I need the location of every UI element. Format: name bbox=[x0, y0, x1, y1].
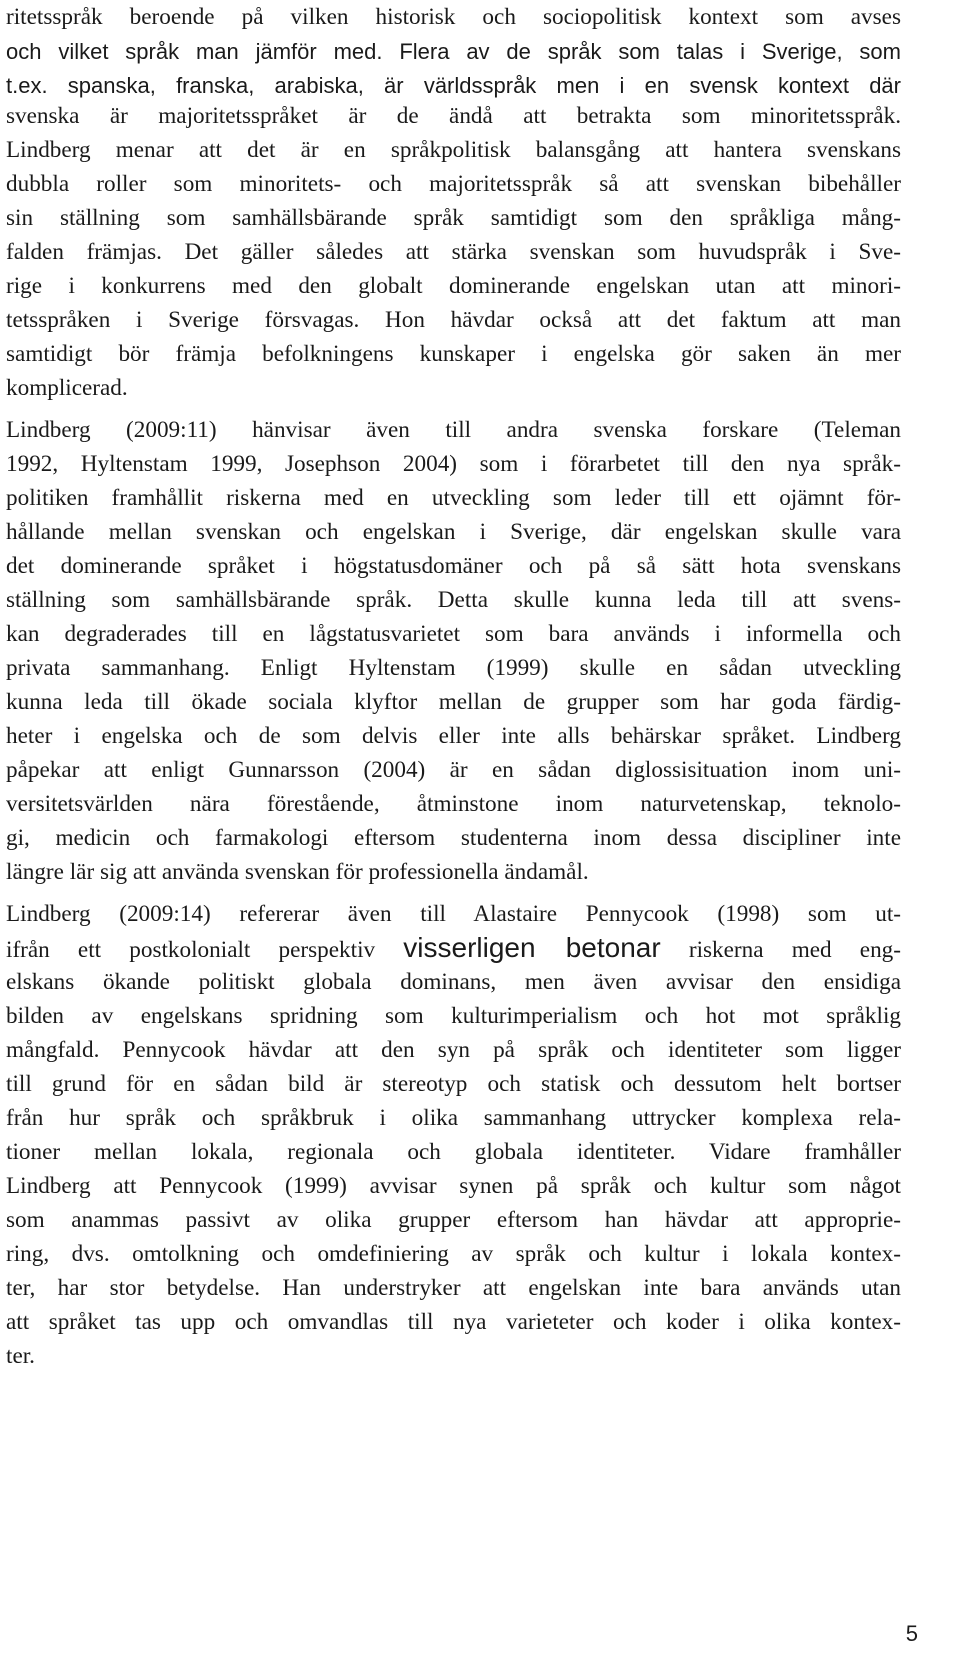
text-line: ring, dvs. omtolkning och omdefiniering av språk och kultur i lokala kontex- bbox=[6, 1241, 901, 1267]
text-line: gi, medicin och farmakologi eftersom studenterna inom dessa discipliner inte bbox=[6, 825, 901, 851]
text-line: ställning som samhällsbärande språk. Detta skulle kunna leda till att svens- bbox=[6, 587, 901, 613]
text-line: och vilket språk man jämför med. Flera av de språk som talas i Sverige, som bbox=[6, 39, 901, 64]
line-text: ifrån ett postkolonialt perspektiv bbox=[6, 937, 404, 963]
text-line: dubbla roller som minoritets- och majoritetsspråk så att svenskan bibehåller bbox=[6, 171, 901, 197]
text-line: ritetsspråk beroende på vilken historisk och sociopolitisk kontext som avses bbox=[6, 4, 901, 30]
text-line: som anammas passivt av olika grupper eftersom han hävdar att approprie- bbox=[6, 1207, 901, 1233]
text-line: att språket tas upp och omvandlas till nya varieteter och koder i olika kontex- bbox=[6, 1309, 901, 1335]
text-line: hållande mellan svenskan och engelskan i Sverige, där engelskan skulle vara bbox=[6, 519, 901, 545]
text-line: privata sammanhang. Enligt Hyltenstam (1999) skulle en sådan utveckling bbox=[6, 655, 901, 681]
text-line: till grund för en sådan bild är stereotyp och statisk och dessutom helt bortser bbox=[6, 1071, 901, 1097]
text-line: Lindberg menar att det är en språkpolitisk balansgång att hantera svenskans bbox=[6, 137, 901, 163]
text-line: tetsspråken i Sverige försvagas. Hon hävdar också att det faktum att man bbox=[6, 307, 901, 333]
line-text: riskerna med eng- bbox=[660, 937, 901, 963]
text-line: tioner mellan lokala, regionala och globala identiteter. Vidare framhåller bbox=[6, 1139, 901, 1165]
text-line: kunna leda till ökade sociala klyftor mellan de grupper som har goda färdig- bbox=[6, 689, 901, 715]
text-line: Lindberg (2009:11) hänvisar även till andra svenska forskare (Teleman bbox=[6, 417, 901, 443]
text-line: rige i konkurrens med den globalt dominerande engelskan utan att minori- bbox=[6, 273, 901, 299]
text-line: elskans ökande politiskt globala dominans, men även avvisar den ensidiga bbox=[6, 969, 901, 995]
text-line: Lindberg (2009:14) refererar även till Alastaire Pennycook (1998) som ut- bbox=[6, 901, 901, 927]
text-line: politiken framhållit riskerna med en utveckling som leder till ett ojämnt för- bbox=[6, 485, 901, 511]
text-line: heter i engelska och de som delvis eller inte alls behärskar språket. Lindberg bbox=[6, 723, 901, 749]
text-line: t.ex. spanska, franska, arabiska, är världsspråk men i en svensk kontext där bbox=[6, 73, 901, 98]
text-line: bilden av engelskans spridning som kulturimperialism och hot mot språklig bbox=[6, 1003, 901, 1029]
emphasis-text: visserligen betonar bbox=[403, 932, 661, 963]
page-number: 5 bbox=[905, 1621, 918, 1646]
text-line: ter. bbox=[6, 1343, 35, 1369]
text-line: svenska är majoritetsspråket är de ändå att betrakta som minoritetsspråk. bbox=[6, 103, 901, 129]
text-line: 1992, Hyltenstam 1999, Josephson 2004) som i förarbetet till den nya språk- bbox=[6, 451, 901, 477]
text-line: Lindberg att Pennycook (1999) avvisar synen på språk och kultur som något bbox=[6, 1173, 901, 1199]
text-line: mångfald. Pennycook hävdar att den syn på språk och identiteter som ligger bbox=[6, 1037, 901, 1063]
text-line: samtidigt bör främja befolkningens kunskaper i engelska gör saken än mer bbox=[6, 341, 901, 367]
text-line: ter, har stor betydelse. Han understryker att engelskan inte bara används utan bbox=[6, 1275, 901, 1301]
text-line: påpekar att enligt Gunnarsson (2004) är en sådan diglossisituation inom uni- bbox=[6, 757, 901, 783]
text-line: sin ställning som samhällsbärande språk samtidigt som den språkliga mång- bbox=[6, 205, 901, 231]
text-line: falden främjas. Det gäller således att stärka svenskan som huvudspråk i Sve- bbox=[6, 239, 901, 265]
text-line: komplicerad. bbox=[6, 375, 128, 401]
text-line: längre lär sig att använda svenskan för professionella ändamål. bbox=[6, 859, 589, 885]
text-line bbox=[6, 933, 901, 965]
text-line: det dominerande språket i högstatusdomäner och på så sätt hota svenskans bbox=[6, 553, 901, 579]
text-line: versitetsvärlden nära förestående, åtminstone inom naturvetenskap, teknolo- bbox=[6, 791, 901, 817]
text-line: från hur språk och språkbruk i olika sammanhang uttrycker komplexa rela- bbox=[6, 1105, 901, 1131]
text-line: kan degraderades till en lågstatusvarietet som bara används i informella och bbox=[6, 621, 901, 647]
